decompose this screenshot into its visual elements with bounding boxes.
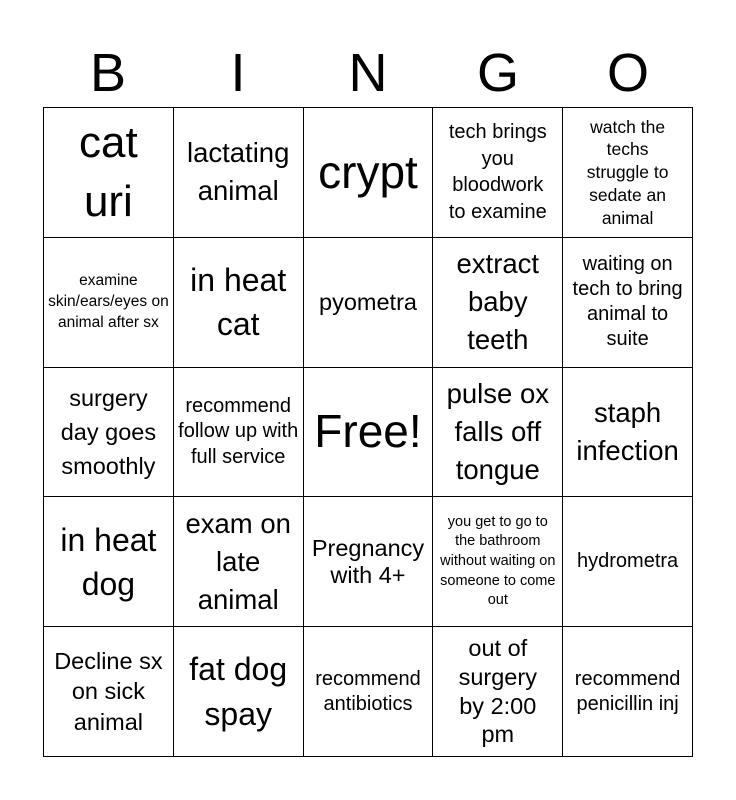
bingo-cell[interactable] [433, 497, 563, 627]
cell-text: cat uri [79, 117, 138, 227]
cell-text: waiting on tech to bring animal to suite [572, 253, 683, 351]
header-letter-o: O [606, 43, 649, 103]
bingo-cell[interactable] [44, 497, 174, 627]
bingo-cell[interactable] [174, 108, 304, 238]
cell-text: lactating animal [186, 137, 290, 207]
free-space[interactable] [304, 368, 434, 498]
bingo-cell[interactable] [433, 627, 563, 757]
bingo-cell[interactable] [304, 627, 434, 757]
cell-text: fat dog spay [189, 651, 288, 732]
bingo-card [43, 107, 693, 757]
cell-text: in heat cat [190, 262, 287, 343]
cell-text: out of surgery by 2:00 pm [458, 635, 537, 748]
bingo-cell[interactable] [563, 238, 693, 368]
bingo-cell[interactable] [433, 368, 563, 498]
header-letter-b: B [89, 43, 127, 103]
bingo-cell[interactable] [44, 108, 174, 238]
bingo-cell[interactable] [433, 108, 563, 238]
bingo-cell[interactable] [563, 108, 693, 238]
bingo-cell[interactable] [44, 238, 174, 368]
bingo-cell[interactable] [174, 238, 304, 368]
bingo-cell[interactable] [174, 497, 304, 627]
cell-text: recommend penicillin inj [574, 667, 681, 715]
bingo-cell[interactable] [563, 627, 693, 757]
cell-text: examine skin/ears/eyes on animal after sx [48, 271, 169, 331]
cell-text: watch the techs struggle to sedate an animal [586, 116, 669, 228]
cell-text: hydrometra [577, 550, 679, 573]
bingo-cell[interactable] [174, 627, 304, 757]
bingo-cell[interactable] [44, 627, 174, 757]
bingo-cell[interactable] [304, 238, 434, 368]
cell-text: pulse ox falls off tongue [446, 378, 549, 485]
header-letter-i: I [230, 43, 246, 103]
cell-text: crypt [318, 145, 418, 198]
bingo-cell[interactable] [304, 108, 434, 238]
cell-text: Decline sx on sick animal [54, 647, 163, 735]
cell-text: recommend antibiotics [315, 667, 421, 715]
cell-text: staph infection [576, 397, 679, 466]
cell-text: Free! [314, 405, 422, 458]
cell-text: you get to go to the bathroom without waiting on someone to come out [440, 513, 556, 609]
cell-text: tech brings you bloodwork to examine [448, 121, 547, 223]
bingo-cell[interactable] [304, 497, 434, 627]
bingo-header [43, 38, 693, 108]
cell-text: pyometra [319, 289, 417, 316]
bingo-cell[interactable] [44, 368, 174, 498]
bingo-cell[interactable] [563, 497, 693, 627]
bingo-cell[interactable] [563, 368, 693, 498]
cell-text: exam on late animal [185, 507, 291, 615]
cell-text: in heat dog [60, 521, 157, 602]
header-letter-g: G [476, 43, 519, 103]
bingo-cell[interactable] [174, 368, 304, 498]
bingo-cell[interactable] [433, 238, 563, 368]
cell-text: extract baby teeth [456, 248, 540, 356]
cell-text: Pregnancy with 4+ [311, 534, 425, 588]
header-letter-n: N [348, 43, 388, 103]
cell-text: surgery day goes smoothly [60, 384, 157, 480]
cell-text: recommend follow up with full service [178, 394, 299, 468]
